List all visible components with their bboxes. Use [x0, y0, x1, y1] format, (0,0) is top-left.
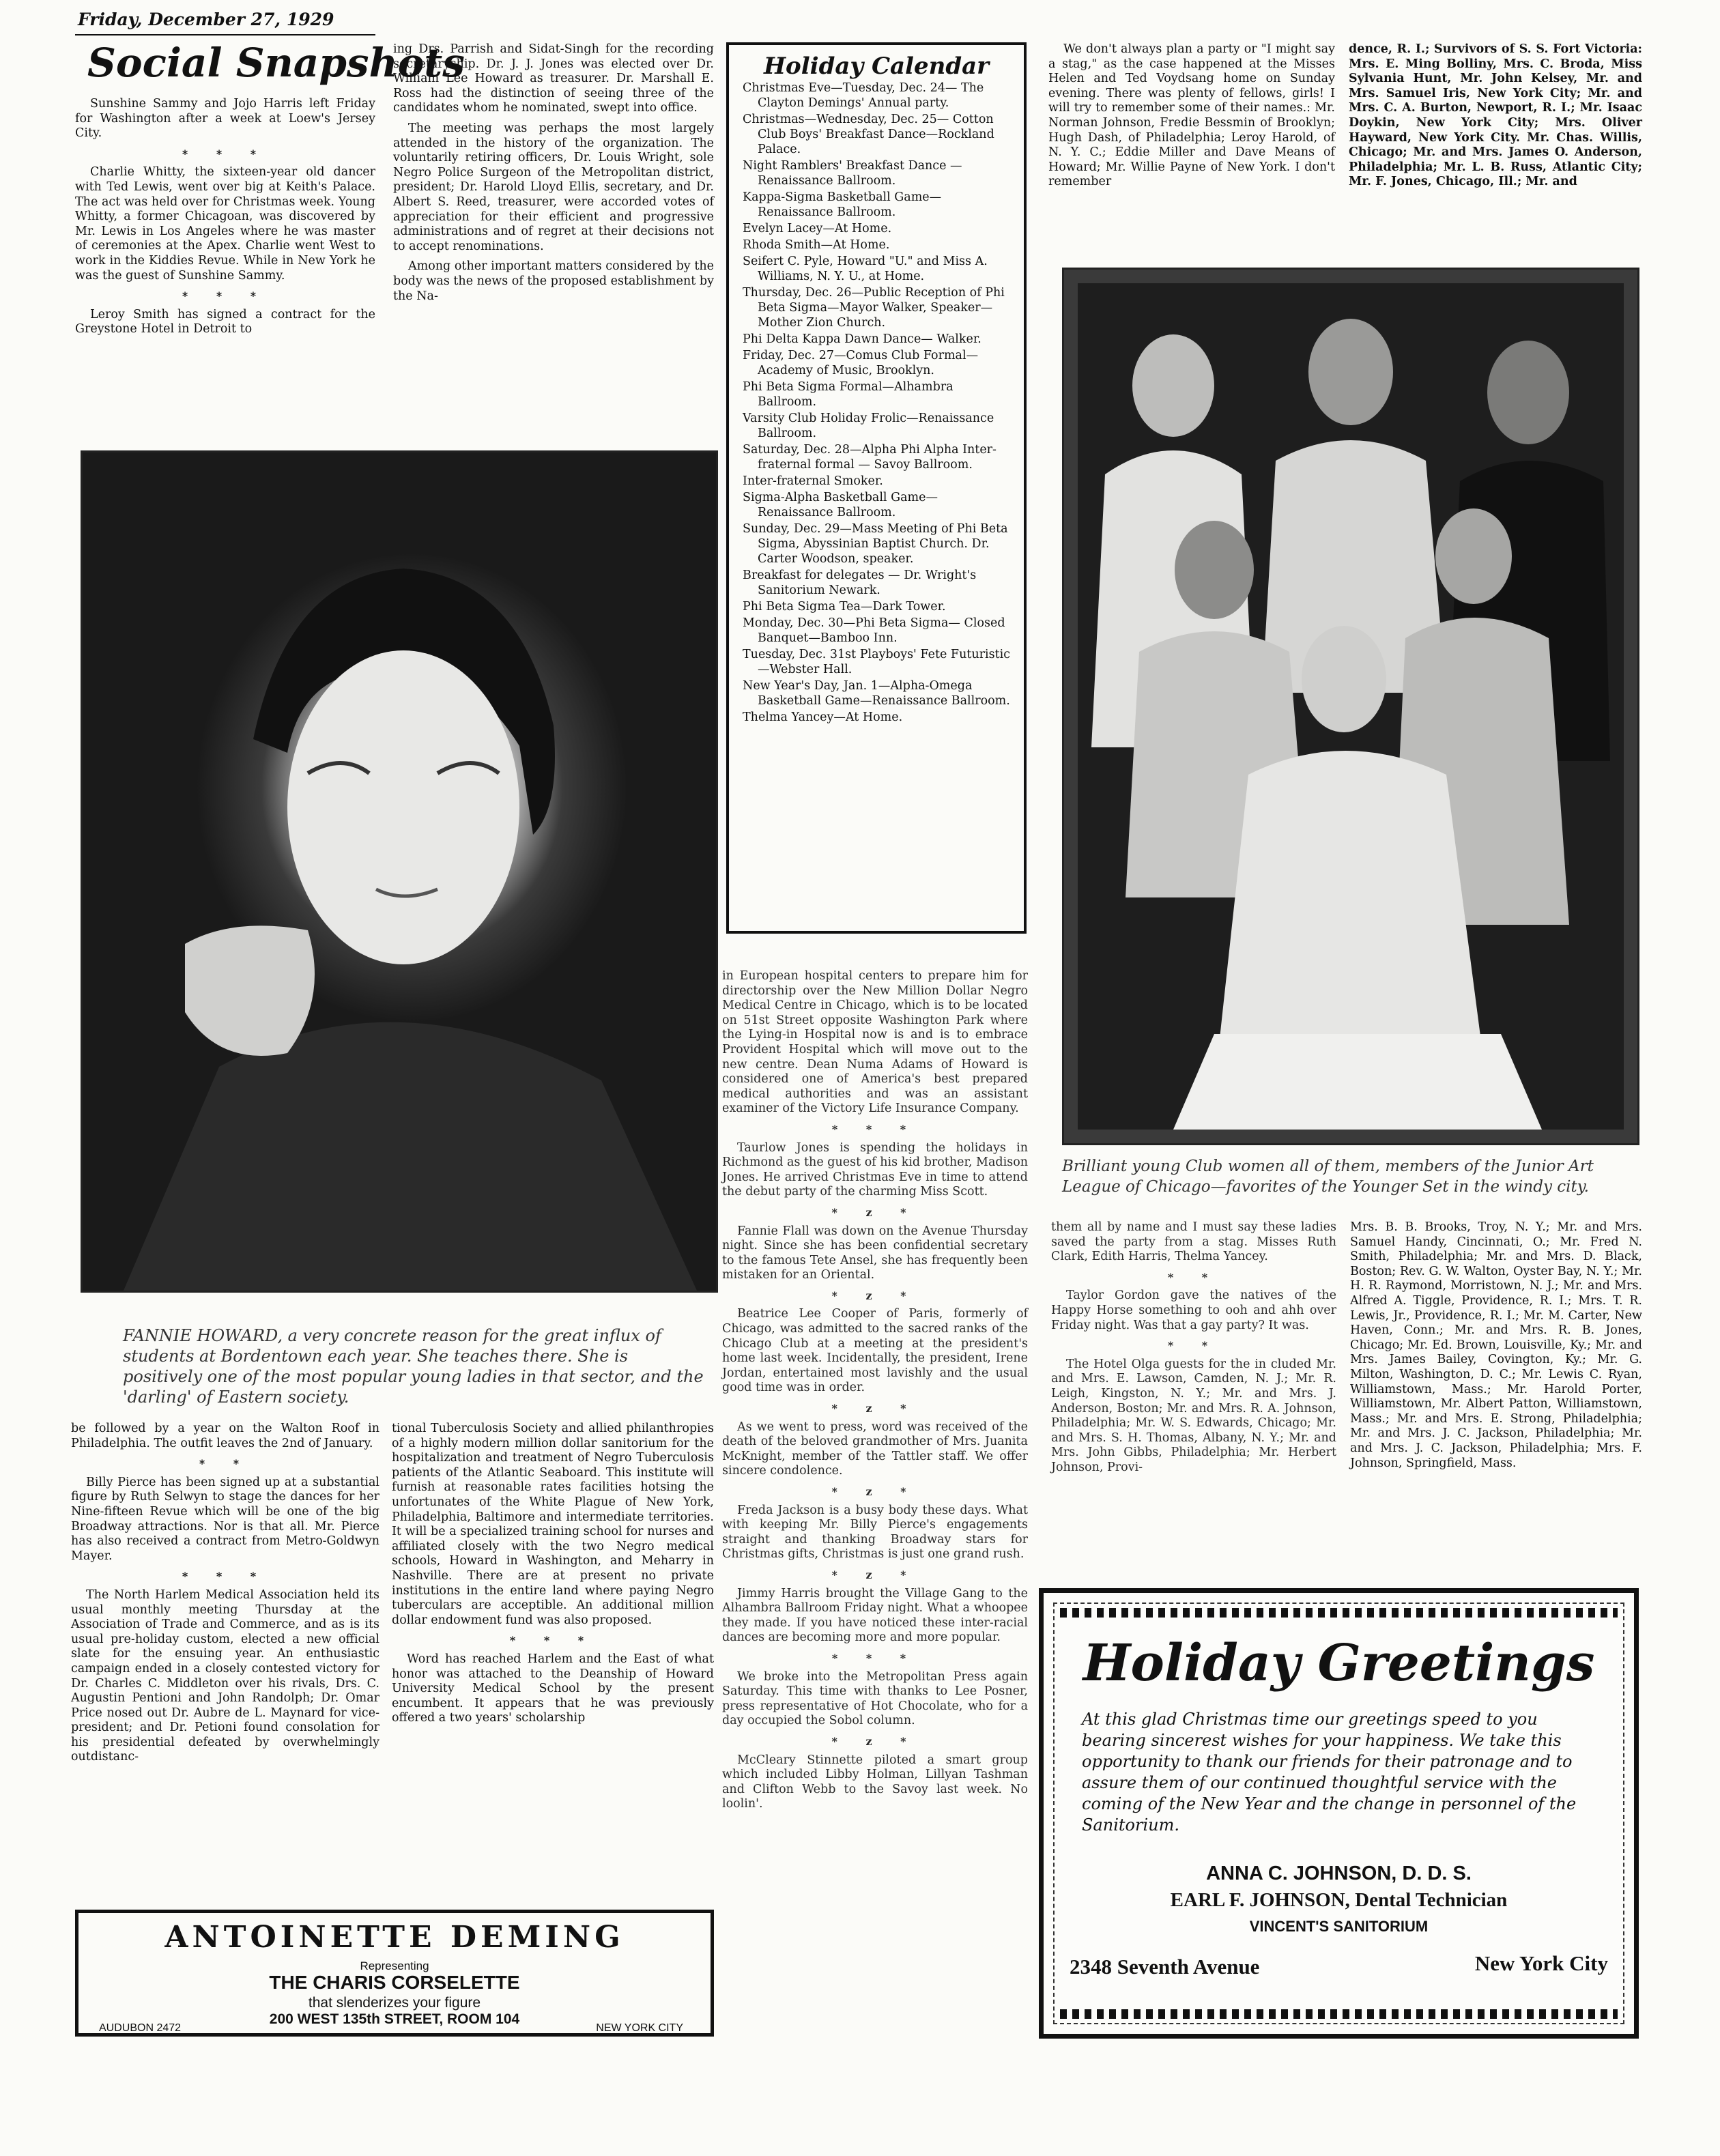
- column-2-top: [393, 42, 714, 309]
- paragraph: The Hotel Olga guests for the in cluded Mr. and Mrs. E. Lawson, Camden, N. J.; Mr. R. Leigh, Kingston, N. Y.; Mr. and Mrs. J. Anderson, Boston; Mr. and Mrs. R. A. Johnson, Philadelphia; Mr. W. S. Edwards, Chicago; Mr. and Mrs. S. H. Thomas, Albany, N. Y.; Mr. and Mrs. John Gibbs, Philadelphia; Mr. Herbert Johnson, Provi-: [1051, 1357, 1336, 1474]
- separator: * z *: [831, 1568, 919, 1581]
- paragraph: The North Harlem Medical Association held its usual monthly meeting Thursday at the Association of Trade and Commerce, and as is its usual pre-holiday custom, elected a new official slate for the ensuing year. An enthusiastic campaign ended in a closely contested victory for Dr. Charles C. Middleton over his rivals, Drs. C. Augustin Pentioni and John Randolph; Dr. Omar Price nosed out Dr. Aubre de L. Maynard for vice-president; and Dr. Petioni found consolation for his presidential defeated by overwhelmingly outdistanc-: [71, 1587, 379, 1764]
- paragraph: As we went to press, word was received of the death of the beloved grandmother of Mrs. Juanita McKnight, member of the Tattler staff. We offer sincere condolence.: [722, 1420, 1028, 1478]
- separator: * *: [1167, 1270, 1220, 1284]
- ad-address: 200 WEST 135th STREET, ROOM 104: [269, 2011, 520, 2027]
- ad-tagline: that slenderizes your figure: [308, 1995, 481, 2011]
- paragraph: Word has reached Harlem and the East of what honor was attached to the Deanship of Howard University Medical School by the present encumbent. It appears that he was previously offered a two years' scholarship: [392, 1652, 714, 1725]
- column-4-bottom: [1051, 1220, 1336, 1481]
- group-photo: [1062, 268, 1639, 1145]
- calendar-entry: Saturday, Dec. 28—Alpha Phi Alpha Inter-fraternal formal — Savoy Ballroom.: [743, 443, 997, 472]
- greetings-org: VINCENT'S SANITORIUM: [1249, 1918, 1429, 1935]
- separator: * z *: [831, 1485, 919, 1498]
- calendar-entry: Varsity Club Holiday Frolic—Renaissance Ballroom.: [743, 412, 994, 440]
- group-caption: Brilliant young Club women all of them, members of the Junior Art League of Chicago—favorites of the Younger Set in the windy city.: [1062, 1158, 1594, 1196]
- greetings-title: Holiday Greetings: [1083, 1634, 1595, 1693]
- ornament-top: [1060, 1608, 1618, 1618]
- dateline: Friday, December 27, 1929: [78, 10, 334, 29]
- paragraph: McCleary Stinnette piloted a smart group which included Libby Holman, Lillyan Tashman and Clifton Webb to the Savoy last week. No loolin'.: [722, 1753, 1028, 1811]
- paragraph: Taurlow Jones is spending the holidays in Richmond as the guest of his kid brother, Madison Jones. He arrived Christmas Eve in time to attend the debut party of the charming Miss Scott.: [722, 1140, 1028, 1199]
- calendar-entry: Evelyn Lacey—At Home.: [743, 222, 892, 235]
- holiday-calendar: [726, 42, 1027, 934]
- calendar-entry: Seifert C. Pyle, Howard "U." and Miss A. Williams, N. Y. U., at Home.: [743, 255, 988, 283]
- calendar-entry: Phi Delta Kappa Dawn Dance— Walker.: [743, 332, 981, 346]
- calendar-entry: Sigma-Alpha Basketball Game— Renaissance Ballroom.: [743, 491, 938, 519]
- separator: * * *: [831, 1651, 919, 1665]
- portrait-caption: FANNIE HOWARD, a very concrete reason for the great influx of students at Bordentown each year. She teaches there. She is positively one of the most popular young ladies in that sector, and the 'darling' of Eastern society.: [123, 1326, 704, 1407]
- greetings-ad: [1039, 1588, 1639, 2039]
- column-4-top: [1048, 42, 1335, 195]
- paragraph: tional Tuberculosis Society and allied philanthropies of a highly modern million dollar sanitorium for the hospitalization and treatment of Negro Tuberculosis patients of the Atlantic Seaboard. This institute will furnish at reasonable rates facilities hotsing the unfortunates of the White Plague of New York, Philadelphia, Baltimore and intermediate territories. It will be a specialized training school for nurses and affiliated closely with the two Negro medical schools, Howard in Washington, and Meharry in Nashville. There are at present no private institutions in the entire land where paying Negro tuberculars are acceptible. An additional million dollar endowment fund was also proposed.: [392, 1422, 714, 1627]
- calendar-entry: Tuesday, Dec. 31st Playboys' Fete Futuristic—Webster Hall.: [743, 648, 1011, 676]
- column-2-bottom: [392, 1422, 714, 1731]
- calendar-entry: Sunday, Dec. 29—Mass Meeting of Phi Beta Sigma, Abyssinian Baptist Church. Dr. Carter Woodson, speaker.: [743, 522, 1008, 566]
- ad-product: THE CHARIS CORSELETTE: [269, 1972, 520, 1993]
- paragraph: We broke into the Metropolitan Press again Saturday. This time with thanks to Lee Posner, press representative of Hot Chocolate, who for a day occupied the Sobol column.: [722, 1669, 1028, 1728]
- section-title: Social Snapshots: [87, 40, 465, 86]
- separator: * * *: [182, 1570, 269, 1583]
- greetings-name-1: ANNA C. JOHNSON, D. D. S.: [1206, 1863, 1472, 1884]
- calendar-entry: Friday, Dec. 27—Comus Club Formal—Academy of Music, Brooklyn.: [743, 349, 979, 377]
- calendar-entry: Phi Beta Sigma Tea—Dark Tower.: [743, 600, 946, 614]
- paragraph: The meeting was perhaps the most largely attended in the history of the organization. The voluntarily retiring officers, Dr. Louis Wright, sole Negro Police Surgeon of the Metropolitan district, president; Dr. Harold Lloyd Ellis, secretary, and Dr. Albert S. Reed, treasurer, were accorded votes of appreciation for their efficient and progressive administrations and of regret at their decisions not to accept renominations.: [393, 121, 714, 253]
- column-5-top: [1349, 42, 1642, 195]
- paragraph: Beatrice Lee Cooper of Paris, formerly of Chicago, was admitted to the sacred ranks of the Chicago Club at a meeting at the president's home last week. Incidentally, the president, Irene Jordan, entertained most lavishly and the usual good time was in order.: [722, 1307, 1028, 1395]
- paragraph: Leroy Smith has signed a contract for the Greystone Hotel in Detroit to: [75, 307, 375, 336]
- paragraph: Fannie Flall was down on the Avenue Thursday night. Since she has been confidential secretary to the famous Tete Ansel, she has frequently been mistaken for an Oriental.: [722, 1224, 1028, 1282]
- separator: * *: [199, 1457, 252, 1471]
- paragraph: Sunshine Sammy and Jojo Harris left Friday for Washington after a week at Loew's Jersey City.: [75, 97, 375, 141]
- ad-representing: Representing: [360, 1959, 429, 1972]
- portrait-figure: [83, 452, 716, 1291]
- calendar-title: Holiday Calendar: [763, 53, 990, 80]
- separator: * * *: [182, 147, 269, 160]
- calendar-entry: Thursday, Dec. 26—Public Reception of Phi Beta Sigma—Mayor Walker, Speaker—Mother Zion Church.: [743, 286, 1005, 330]
- paragraph: Taylor Gordon gave the natives of the Happy Horse something to ooh and ahh over Friday night. Was that a gay party? It was.: [1051, 1289, 1336, 1332]
- paragraph: Jimmy Harris brought the Village Gang to the Alhambra Ballroom Friday night. What a whoopee they made. If you have noticed these inter-racial dances are becoming more and more popular.: [722, 1586, 1028, 1645]
- separator: * * *: [509, 1634, 597, 1648]
- greetings-name-2: EARL F. JOHNSON, Dental Technician: [1170, 1889, 1508, 1911]
- separator: * z *: [831, 1289, 919, 1302]
- calendar-entry: Breakfast for delegates — Dr. Wright's Sanitorium Newark.: [743, 569, 977, 597]
- paragraph: ing Drs. Parrish and Sidat-Singh for the recording secretaryship. Dr. J. J. Jones was elected over Dr. William Lee Howard as treasurer. Dr. Marshall E. Ross had the distinction of seeing three of the candidates whom he nominated, swept into office.: [393, 42, 714, 115]
- portrait-photo: [81, 450, 718, 1293]
- group-figures: [1064, 270, 1637, 1143]
- separator: * * *: [182, 289, 269, 303]
- calendar-entry: Thelma Yancey—At Home.: [743, 710, 903, 724]
- calendar-entry: Night Ramblers' Breakfast Dance —Renaissance Ballroom.: [743, 159, 962, 188]
- ad-phone: AUDUBON 2472: [99, 2022, 182, 2034]
- separator: * *: [1167, 1339, 1220, 1353]
- calendar-entry: Christmas—Wednesday, Dec. 25— Cotton Club Boys' Breakfast Dance—Rockland Palace.: [743, 113, 994, 156]
- paragraph: them all by name and I must say these ladies saved the party from a stag. Misses Ruth Clark, Edith Harris, Thelma Yancey.: [1051, 1220, 1336, 1264]
- deming-ad: [75, 1910, 714, 2037]
- paragraph: in European hospital centers to prepare him for directorship over the New Million Dollar Negro Medical Centre in Chicago, which is to be located on 51st Street opposite Washington Park where the Lying-in Hospital now is and is to embrace Provident Hospital which will move out to the new centre. Dean Numa Adams of Howard is considered one of America's best prepared medical authorities and was an assistant examiner of the Victory Life Insurance Company.: [722, 969, 1028, 1116]
- calendar-entry: New Year's Day, Jan. 1—Alpha-Omega Basketball Game—Renaissance Ballroom.: [743, 679, 1010, 708]
- paragraph: Among other important matters considered by the body was the news of the proposed establishment by the Na-: [393, 259, 714, 303]
- paragraph: Mrs. B. B. Brooks, Troy, N. Y.; Mr. and Mrs. Samuel Handy, Cincinnati, O.; Mr. Fred N. Smith, Philadelphia; Mr. and Mrs. D. Black, Boston; Rev. G. W. Walton, Oyster Bay, N. Y.; Mr. H. R. Raymond, Morristown, N. J.; Mr. and Mrs. Alfred A. Tiggle, Providence, R. I.; Mrs. T. R. Lewis, Jr., Providence, R. I.; Mr. M. Carter, New Haven, Conn.; Mr. and Mrs. R. B. Jones, Chicago; Mr. Ed. Brown, Louisville, Ky.; Mr. and Mrs. James Bailey, Covington, Ky.; Mr. G. Milton, Washington, D. C.; Mr. Lewis C. Ryan, Williamstown, Mass.; Mr. Harold Porter, Williamstown, Mr. Albert Patton, Williamstown, Mass.; Mr. and Mrs. E. Strong, Philadelphia; Mr. and Mrs. J. C. Jackson, Philadelphia; Mr. and Mrs. J. C. Jackson, Philadelphia; Mrs. F. Johnson, Springfield, Mass.: [1350, 1220, 1642, 1470]
- calendar-entry: Kappa-Sigma Basketball Game— Renaissance Ballroom.: [743, 190, 942, 219]
- paragraph: Charlie Whitty, the sixteen-year old dancer with Ted Lewis, went over big at Keith's Palace. The act was held over for Christmas week. Young Whitty, a former Chicagoan, was discovered by Mr. Lewis in Los Angeles where he was master of ceremonies at the Apex. Charlie went West to work in the Kiddies Revue. While in New York he was the guest of Sunshine Sammy.: [75, 165, 375, 283]
- separator: * z *: [831, 1205, 919, 1219]
- ornament-bottom: [1060, 2009, 1618, 2019]
- column-5-bottom: [1350, 1220, 1642, 1476]
- separator: * * *: [831, 1122, 919, 1136]
- paragraph: be followed by a year on the Walton Roof in Philadelphia. The outfit leaves the 2nd of January.: [71, 1422, 379, 1450]
- calendar-entry: Monday, Dec. 30—Phi Beta Sigma— Closed Banquet—Bamboo Inn.: [743, 616, 1005, 645]
- dateline-rule: [75, 34, 375, 35]
- calendar-entry: Christmas Eve—Tuesday, Dec. 24— The Clayton Demings' Annual party.: [743, 81, 984, 110]
- column-3: [722, 969, 1028, 1817]
- ad-name: ANTOINETTE DEMING: [164, 1920, 625, 1955]
- ad-city: NEW YORK CITY: [596, 2022, 683, 2034]
- paragraph: dence, R. I.; Survivors of S. S. Fort Victoria: Mrs. E. Ming Bolliny, Mrs. C. Broda, Miss Sylvania Hunt, Mr. John Kelsey, Mr. and Mrs. Samuel Iris, New York City; Mr. and Mrs. C. A. Burton, Newport, R. I.; Mr. Isaac Doykin, New York City; Mrs. Oliver Hayward, New York City. Mr. Chas. Willis, Chicago; Mr. and Mrs. James O. Anderson, Philadelphia; Mr. L. B. Russ, Atlantic City; Mr. F. Jones, Chicago, Ill.; Mr. and: [1349, 42, 1642, 189]
- separator: * z *: [831, 1402, 919, 1415]
- calendar-entry: Inter-fraternal Smoker.: [743, 474, 883, 488]
- separator: * z *: [831, 1734, 919, 1748]
- paragraph: Freda Jackson is a busy body these days. What with keeping Mr. Billy Pierce's engagements straight and thanking Broadway stars for Christmas gifts, Christmas is just one grand rush.: [722, 1503, 1028, 1562]
- column-1-top: [75, 97, 375, 343]
- greetings-body: At this glad Christmas time our greetings speed to you bearing sincerest wishes for your happiness. We take this opportunity to thank our friends for their patronage and to assure them of our continued thoughtful service with the coming of the New Year and the change in personnel of the Sanitorium.: [1082, 1710, 1577, 1835]
- greetings-city: New York City: [1474, 1951, 1608, 1975]
- calendar-entry: Phi Beta Sigma Formal—Alhambra Ballroom.: [743, 380, 954, 409]
- paragraph: We don't always plan a party or "I might say a stag," as the case happened at the Misses Helen and Ted Voydsang home on Sunday evening. There was plenty of fellows, girls! I will try to remember some of their names.: Mr. Norman Johnson, Fredie Bessmin of Brooklyn; Hugh Dash, of Philadelphia; Leroy Harold, of N. Y. C.; Eddie Miller and Dave Means of Howard; Mr. Willie Payne of New York. I don't remember: [1048, 42, 1335, 189]
- column-1-bottom: [71, 1422, 379, 1770]
- paragraph: Billy Pierce has been signed up at a substantial figure by Ruth Selwyn to stage the dances for her Nine-fifteen Revue which will be one of the big Broadway attractions. Nor is that all. Mr. Pierce has also received a contract from Metro-Goldwyn Mayer.: [71, 1475, 379, 1563]
- calendar-entries: [743, 81, 1010, 725]
- calendar-entry: Rhoda Smith—At Home.: [743, 238, 890, 252]
- greetings-address: 2348 Seventh Avenue: [1070, 1955, 1260, 1979]
